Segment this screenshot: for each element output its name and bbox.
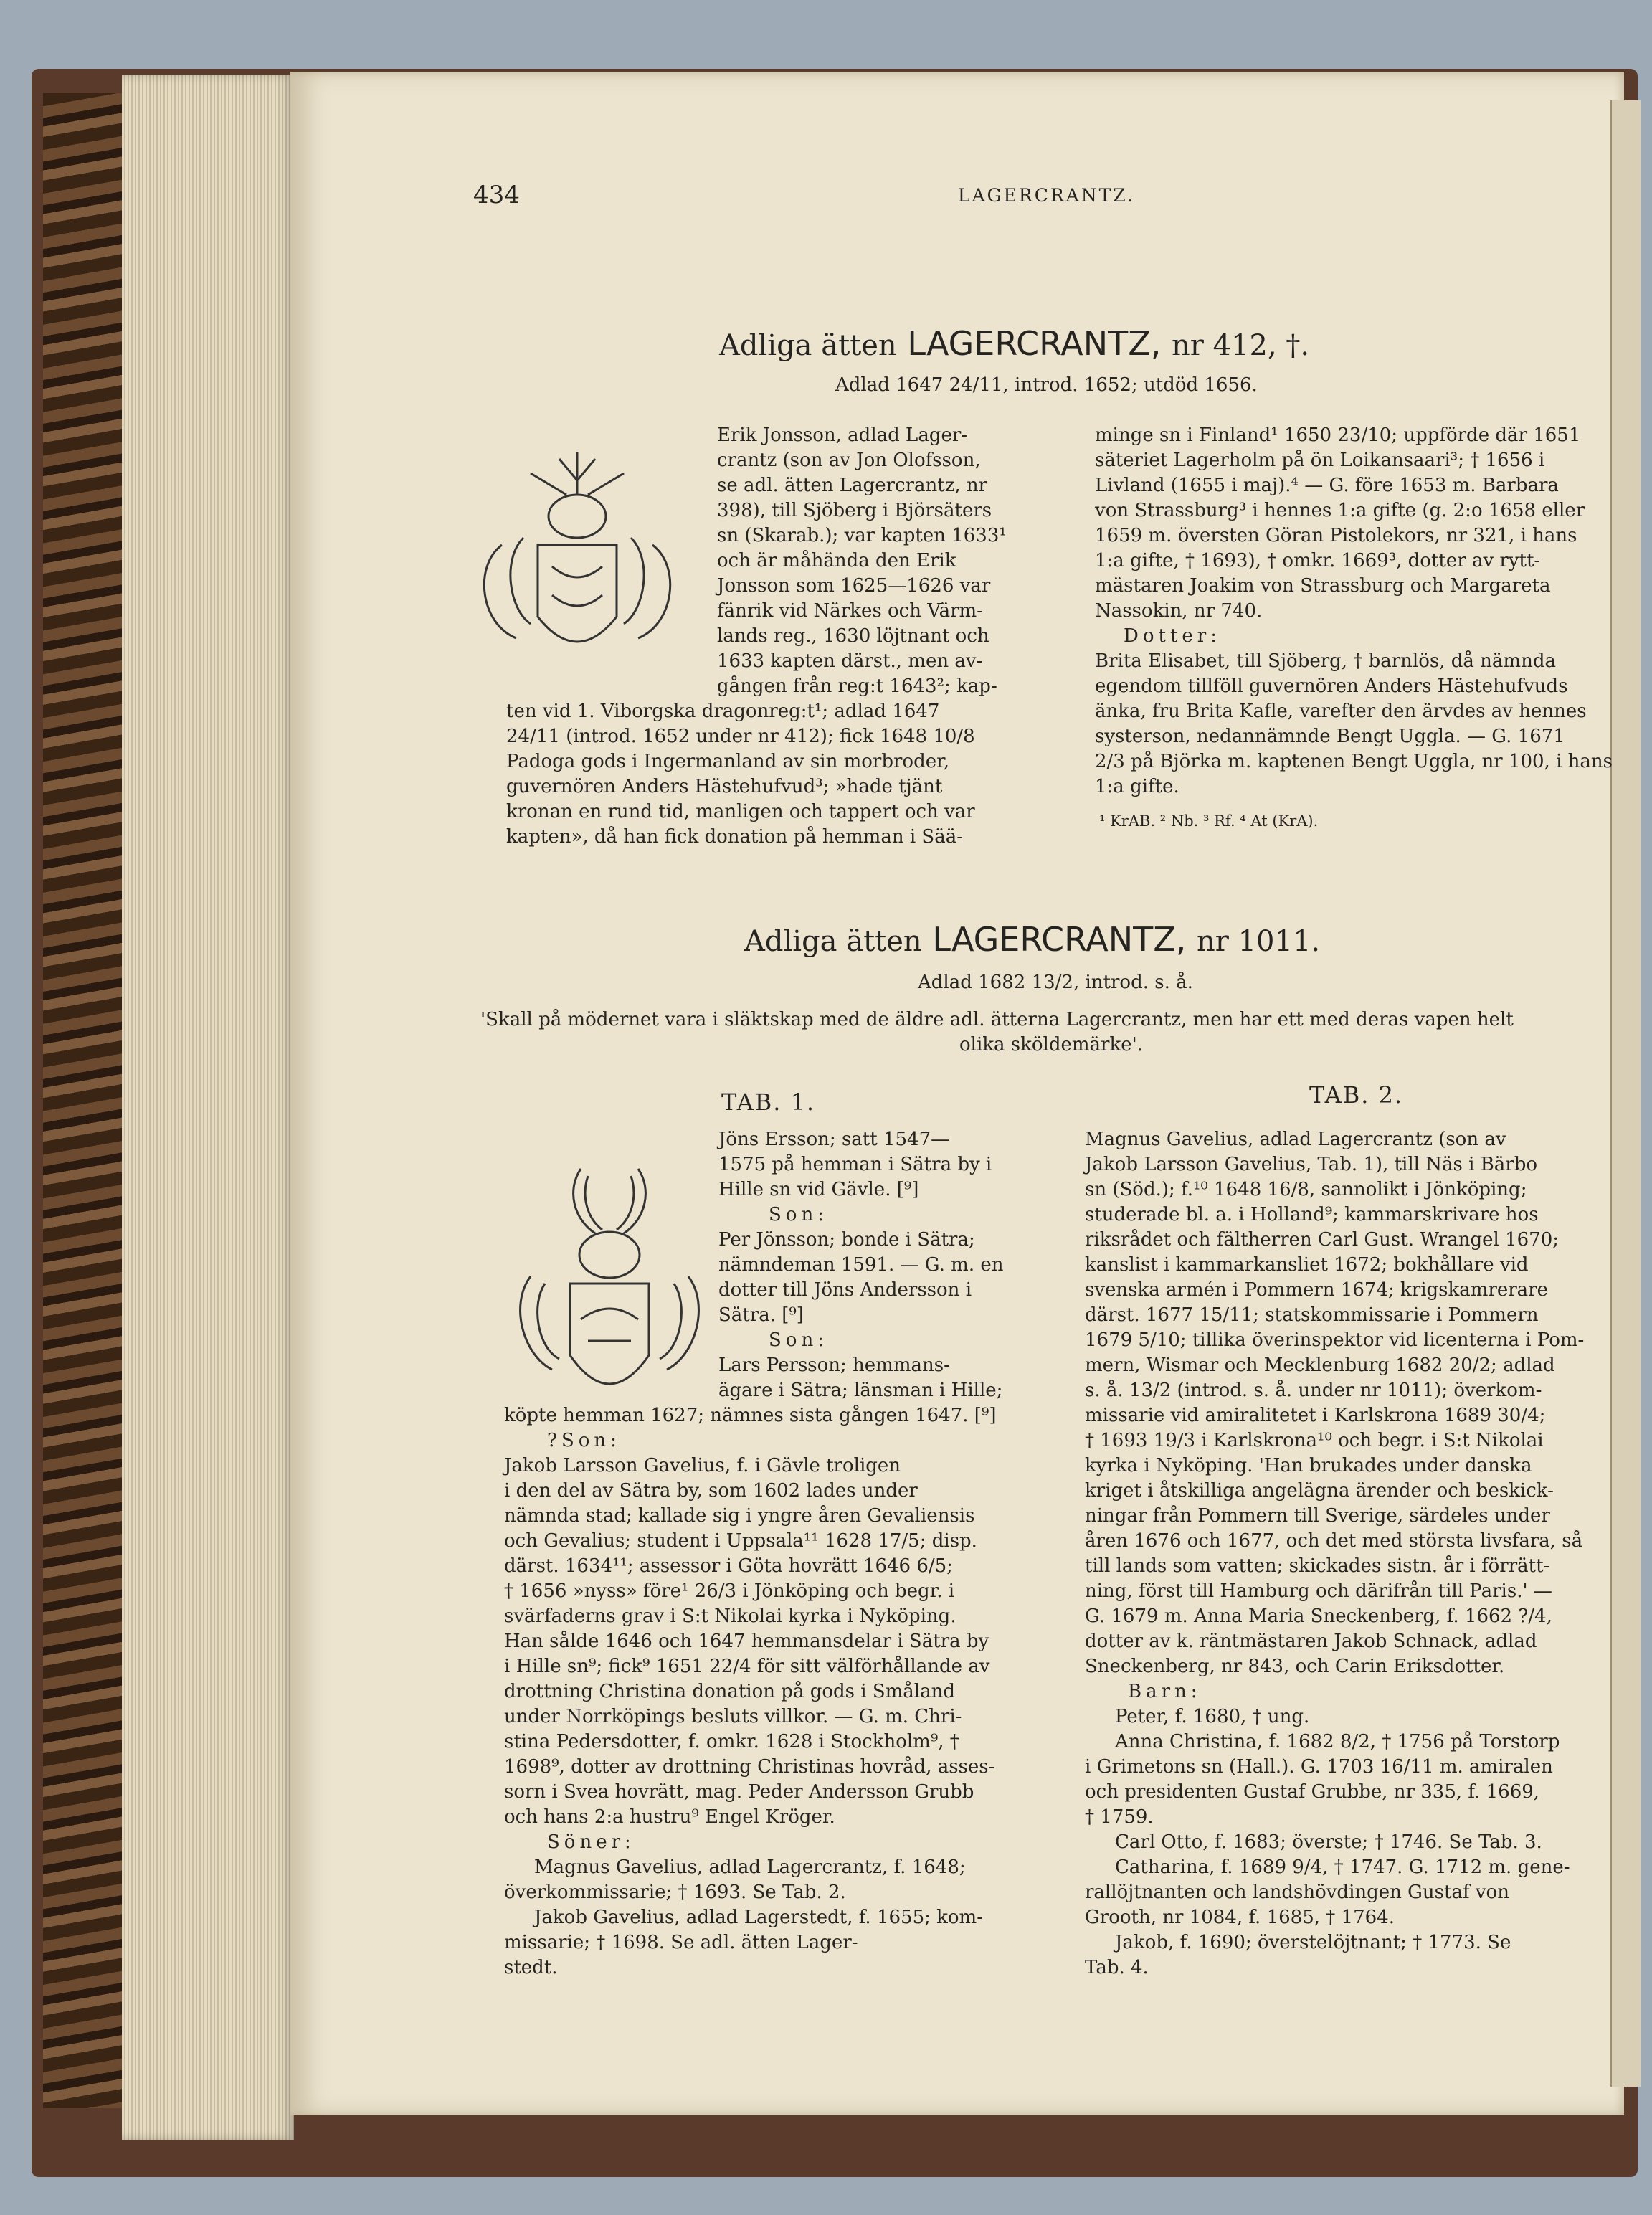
text-line: Peter, f. 1680, † ung.	[1115, 1706, 1310, 1727]
text-line: G. 1679 m. Anna Maria Sneckenberg, f. 1662 ?/4,	[1085, 1605, 1552, 1627]
text-line: guvernören Anders Hästehufvud³; »hade tjänt	[506, 776, 943, 797]
text-line: mästaren Joakim von Strassburg och Margareta	[1095, 575, 1551, 597]
tab1-heading: TAB. 1.	[721, 1088, 816, 1116]
text-line: kanslist i kammarkansliet 1672; bokhållare vid	[1085, 1254, 1529, 1276]
text-line: Anna Christina, f. 1682 8/2, † 1756 på Torstorp	[1115, 1731, 1560, 1752]
text-line: Hille sn vid Gävle. [⁹]	[718, 1179, 919, 1200]
text-line: † 1656 »nyss» före¹ 26/3 i Jönköping och begr. i	[504, 1580, 955, 1602]
text-line: drottning Christina donation på gods i Småland	[504, 1681, 956, 1702]
family1-title-prefix: Adliga ätten	[719, 329, 897, 362]
text-line: 2/3 på Björka m. kaptenen Bengt Uggla, nr 100, i hans	[1095, 751, 1613, 772]
text-line: riksrådet och fältherren Carl Gust. Wrangel 1670;	[1085, 1229, 1560, 1251]
text-line: olika sköldemärke'.	[959, 1034, 1144, 1056]
text-line: 1575 på hemman i Sätra by i	[718, 1154, 992, 1175]
text-line: åren 1676 och 1677, och det med största livsfara, så	[1085, 1530, 1583, 1552]
text-line: studerade bl. a. i Holland⁹; kammarskrivare hos	[1085, 1204, 1539, 1225]
family2-title-name: LAGERCRANTZ,	[932, 920, 1187, 959]
text-line: gången från reg:t 1643²; kap-	[717, 675, 997, 697]
text-line: Sätra. [⁹]	[718, 1304, 804, 1326]
text-line: i den del av Sätra by, som 1602 lades under	[504, 1480, 918, 1502]
text-line: Lars Persson; hemmans-	[718, 1355, 950, 1376]
text-line: Jakob Larsson Gavelius, f. i Gävle troligen	[504, 1455, 901, 1476]
text-line: Jakob Gavelius, adlad Lagerstedt, f. 1655; kom-	[534, 1907, 983, 1928]
text-line: och hans 2:a hustru⁹ Engel Kröger.	[504, 1806, 835, 1828]
family1-title	[719, 324, 1309, 363]
text-line: Brita Elisabet, till Sjöberg, † barnlös, då nämnda	[1095, 650, 1556, 672]
text-line: till lands som vatten; skickades sistn. år i förrätt-	[1085, 1555, 1550, 1577]
text-line: Tab. 4.	[1085, 1957, 1149, 1978]
text-line: kapten», då han fick donation på hemman i Sää-	[506, 826, 964, 848]
text-line: 1679 5/10; tillika överinspektor vid licenterna i Pom-	[1085, 1329, 1585, 1351]
page-number: 434	[473, 181, 520, 209]
text-line: Jakob Larsson Gavelius, Tab. 1), till Näs i Bärbo	[1085, 1154, 1538, 1175]
text-line: och presidenten Gustaf Grubbe, nr 335, f. 1669,	[1085, 1781, 1540, 1803]
text-line: stina Pedersdotter, f. omkr. 1628 i Stockholm⁹, †	[504, 1731, 959, 1752]
text-line: i Hille sn⁹; fick⁹ 1651 22/4 för sitt välförhållande av	[504, 1656, 990, 1677]
text-line: von Strassburg³ i hennes 1:a gifte (g. 2:o 1658 eller	[1095, 500, 1585, 521]
text-line: Magnus Gavelius, adlad Lagercrantz (son av	[1085, 1129, 1506, 1150]
text-line: lands reg., 1630 löjtnant och	[717, 625, 989, 647]
text-line: Livland (1655 i maj).⁴ — G. före 1653 m. Barbara	[1095, 475, 1559, 496]
text-line: ning, först till Hamburg och därifrån till Paris.' —	[1085, 1580, 1552, 1602]
text-line: nämnda stad; kallade sig i yngre åren Gevaliensis	[504, 1505, 975, 1527]
family1-title-suffix: nr 412, †.	[1172, 329, 1310, 362]
text-line: 1:a gifte, † 1693), † omkr. 1669³, dotter av rytt-	[1095, 550, 1541, 571]
text-line: änka, fru Brita Kafle, varefter den ärvdes av hennes	[1095, 701, 1587, 722]
tab2-text	[1085, 1127, 1623, 1981]
text-line: Jöns Ersson; satt 1547—	[718, 1129, 950, 1150]
text-line: Per Jönsson; bonde i Sätra;	[718, 1229, 975, 1251]
son-heading: Son:	[769, 1329, 828, 1351]
family1-left-bottom	[506, 699, 1027, 850]
text-line: minge sn i Finland¹ 1650 23/10; uppförde där 1651	[1095, 424, 1581, 446]
text-line: dotter av k. räntmästaren Jakob Schnack, adlad	[1085, 1631, 1537, 1652]
family2-title-prefix: Adliga ätten	[744, 925, 922, 958]
text-line: mern, Wismar och Mecklenburg 1682 20/2; adlad	[1085, 1355, 1555, 1376]
running-head: LAGERCRANTZ.	[958, 185, 1136, 206]
text-line: Catharina, f. 1689 9/4, † 1747. G. 1712 m. gene-	[1115, 1856, 1570, 1878]
family1-left-top	[717, 423, 1027, 699]
text-line: kriget i åtskilliga angelägna ärender och beskick-	[1085, 1480, 1554, 1502]
text-line: under Norrköpings besluts villkor. — G. m. Chri-	[504, 1706, 962, 1727]
text-line: svärfaderns grav i S:t Nikolai kyrka i Nyköping.	[504, 1605, 956, 1627]
text-line: därst. 1677 15/11; statskommissarie i Pommern	[1085, 1304, 1539, 1326]
text-line: stedt.	[504, 1957, 558, 1978]
text-line: Magnus Gavelius, adlad Lagercrantz, f. 1648;	[534, 1856, 966, 1878]
text-line: köpte hemman 1627; nämnes sista gången 1647. [⁹]	[504, 1405, 997, 1426]
tab2-heading: TAB. 2.	[1309, 1081, 1404, 1109]
text-line: Carl Otto, f. 1683; överste; † 1746. Se Tab. 3.	[1115, 1831, 1542, 1853]
barn-heading: Barn:	[1128, 1681, 1202, 1702]
text-line: överkommissarie; † 1693. Se Tab. 2.	[504, 1882, 846, 1903]
text-line: i Grimetons sn (Hall.). G. 1703 16/11 m. amiralen	[1085, 1756, 1553, 1778]
text-line: ten vid 1. Viborgska dragonreg:t¹; adlad 1647	[506, 701, 940, 722]
text-line: Erik Jonsson, adlad Lager-	[717, 424, 968, 446]
text-line: 1698⁹, dotter av drottning Christinas hovråd, asses-	[504, 1756, 995, 1778]
son-heading: ?Son:	[547, 1430, 621, 1451]
text-line: sn (Skarab.); var kapten 1633¹	[717, 525, 1007, 546]
soner-heading: Söner:	[547, 1831, 635, 1853]
text-line: 1633 kapten därst., men av-	[717, 650, 983, 672]
text-line: nämndeman 1591. — G. m. en	[718, 1254, 1004, 1276]
text-line: crantz (son av Jon Olofsson,	[717, 450, 981, 471]
son-heading: Son:	[769, 1204, 828, 1225]
text-line: missarie; † 1698. Se adl. ätten Lager-	[504, 1932, 858, 1953]
text-line: 24/11 (introd. 1652 under nr 412); fick 1648 10/8	[506, 726, 975, 747]
text-line: † 1759.	[1085, 1806, 1154, 1828]
text-line: Grooth, nr 1084, f. 1685, † 1764.	[1085, 1907, 1395, 1928]
marbled-edge	[43, 93, 122, 2108]
text-line: därst. 1634¹¹; assessor i Göta hovrätt 1646 6/5;	[504, 1555, 953, 1577]
text-line: sorn i Svea hovrätt, mag. Peder Andersson Grubb	[504, 1781, 974, 1803]
tab1-text-top	[718, 1127, 1043, 1403]
dotter-heading: Dotter:	[1124, 625, 1221, 647]
text-line: och är måhända den Erik	[717, 550, 956, 571]
text-line: Padoga gods i Ingermanland av sin morbroder,	[506, 751, 949, 772]
coat-of-arms-2	[502, 1140, 717, 1420]
text-line: ägare i Sätra; länsman i Hille;	[718, 1380, 1003, 1401]
family2-title	[744, 920, 1320, 959]
text-line: egendom tillföll guvernören Anders Hästehufvuds	[1095, 675, 1568, 697]
family1-right	[1095, 423, 1622, 800]
family1-subtitle: Adlad 1647 24/11, introd. 1652; utdöd 1656.	[835, 374, 1258, 396]
footnotes: ¹ KrAB. ² Nb. ³ Rf. ⁴ At (KrA).	[1099, 812, 1319, 830]
text-line: 1659 m. översten Göran Pistolekors, nr 321, i hans	[1095, 525, 1577, 546]
text-line: 398), till Sjöberg i Björsäters	[717, 500, 992, 521]
family2-title-suffix: nr 1011.	[1197, 925, 1321, 958]
text-line: kronan en rund tid, manligen och tappert och var	[506, 801, 975, 822]
text-line: ningar från Pommern till Sverige, särdeles under	[1085, 1505, 1550, 1527]
text-line: Jakob, f. 1690; överstelöjtnant; † 1773. Se	[1115, 1932, 1511, 1953]
text-line: dotter till Jöns Andersson i	[718, 1279, 972, 1301]
text-line: † 1693 19/3 i Karlskrona¹⁰ och begr. i S:t Nikolai	[1085, 1430, 1544, 1451]
family1-title-name: LAGERCRANTZ,	[907, 324, 1162, 363]
text-line: sn (Söd.); f.¹⁰ 1648 16/8, sannolikt i Jönköping;	[1085, 1179, 1527, 1200]
text-line: s. å. 13/2 (introd. s. å. under nr 1011); överkom-	[1085, 1380, 1542, 1401]
family2-subtitle: Adlad 1682 13/2, introd. s. å.	[918, 972, 1193, 993]
text-line: Nassokin, nr 740.	[1095, 600, 1263, 622]
text-line: se adl. ätten Lagercrantz, nr	[717, 475, 988, 496]
text-line: säteriet Lagerholm på ön Loikansaari³; † 1656 i	[1095, 450, 1545, 471]
text-line: Sneckenberg, nr 843, och Carin Eriksdotter.	[1085, 1656, 1505, 1677]
text-line: 1:a gifte.	[1095, 776, 1179, 797]
text-line: systerson, nedannämnde Bengt Uggla. — G. 1671	[1095, 726, 1565, 747]
page-edges	[122, 75, 294, 2140]
text-line: rallöjtnanten och landshövdingen Gustaf von	[1085, 1882, 1509, 1903]
coat-of-arms-1	[459, 437, 696, 674]
text-line: fänrik vid Närkes och Värm-	[717, 600, 983, 622]
text-line: 'Skall på mödernet vara i släktskap med de äldre adl. ätterna Lagercrantz, men har ett med deras vapen helt	[480, 1009, 1514, 1030]
text-line: svenska armén i Pommern 1674; krigskamrerare	[1085, 1279, 1548, 1301]
text-line: Han sålde 1646 och 1647 hemmansdelar i Sätra by	[504, 1631, 989, 1652]
text-line: kyrka i Nyköping. 'Han brukades under danska	[1085, 1455, 1532, 1476]
text-line: missarie vid amiralitetet i Karlskrona 1689 30/4;	[1085, 1405, 1546, 1426]
text-line: Jonsson som 1625—1626 var	[717, 575, 991, 597]
text-line: och Gevalius; student i Uppsala¹¹ 1628 17/5; disp.	[504, 1530, 977, 1552]
tab1-text-bottom	[504, 1403, 1043, 1981]
family2-note	[480, 1007, 1622, 1058]
